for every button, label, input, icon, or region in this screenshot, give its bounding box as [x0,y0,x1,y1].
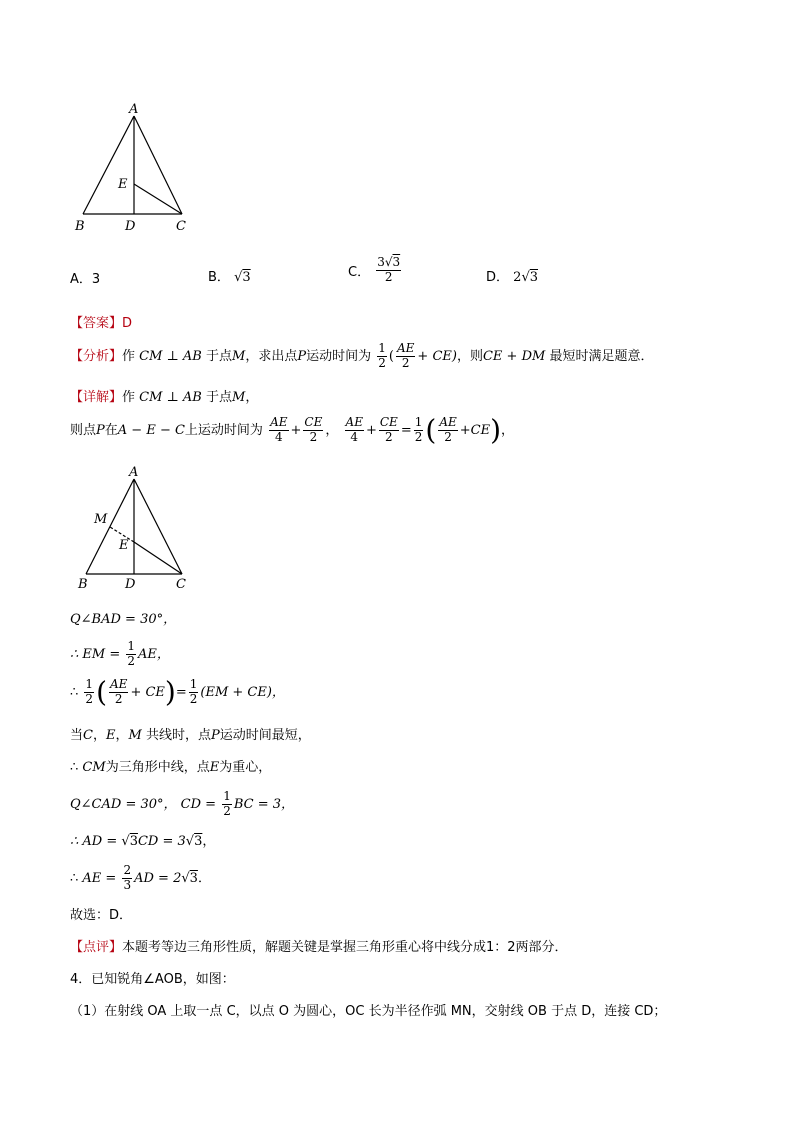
segment-ec [134,542,182,574]
label-b: B [78,577,88,592]
label-a: A [129,465,139,480]
label-d: D [125,577,136,592]
choose-line: 故选：D． [70,908,133,923]
step-1: Q∠BAD = 30°， [70,612,177,627]
question-4-line-1: 4．已知锐角∠AOB，如图： [70,972,235,987]
step-6: Q∠CAD = 30°， CD = $\frac{1}{2}$ BC = 3， [70,789,295,818]
step-8: ∴ AE = $\frac{2}{3}$ AD = 2√3． [70,863,211,892]
label-d: D [125,219,136,234]
triangle-figure-1 [70,100,200,240]
label-e: E [119,538,129,553]
side-ac [134,479,182,574]
step-3: ∴ $\frac{1}{2}$ ( $\frac{AE}{2}$ + CE)= $\frac{1}{2}$ (EM + CE)， [70,675,285,709]
label-c: C [176,219,186,234]
detail-line-1: 【详解】作 CM ⊥ AB 于点M， [70,390,259,405]
side-ab [83,116,134,214]
question-4-line-2: （1）在射线 OA 上取一点 C，以点 O 为圆心，OC 长为半径作弧 MN，交射线 OB 于点 D，连接 CD； [70,1004,667,1019]
option-c: C． $\frac{3√3}{2}$ [348,255,401,284]
option-a: A．3 [70,272,101,287]
detail-line-2: 则点P在A − E − C上运动时间为 $\frac{AE}{4}$ + $\frac{CE}{2}$ ， $\frac{AE}{4}$ + $\frac{CE}{2}$ = $\frac{1}{2}$ ( $\frac{AE}{2}$ +CE)， [70,413,515,447]
label-b: B [75,219,85,234]
triangle-figure-2 [70,462,200,598]
step-5: ∴ CM为三角形中线，点E为重心， [70,760,272,775]
label-e: E [118,177,128,192]
label-c: C [176,577,186,592]
option-d: D． 2√3 [486,270,539,285]
step-4: 当C，E，M 共线时，点P运动时间最短， [70,728,311,743]
step-7: ∴ AD = √3CD = 3√3， [70,834,216,849]
label-m: M [94,512,108,527]
analysis-line: 【分析】作 CM ⊥ AB 于点M，求出点P运动时间为 $\frac{1}{2}$ ( $\frac{AE}{2}$ + CE)，则CE + DM 最短时满足题意． [70,341,654,370]
step-2: ∴ EM = $\frac{1}{2}$ AE， [70,639,170,668]
comment-line: 【点评】本题考等边三角形性质，解题关键是掌握三角形重心将中线分成1：2两部分． [70,940,568,955]
answer-line: 【答案】D [70,316,133,331]
label-a: A [129,102,139,117]
option-b: B． √3 [208,270,251,285]
